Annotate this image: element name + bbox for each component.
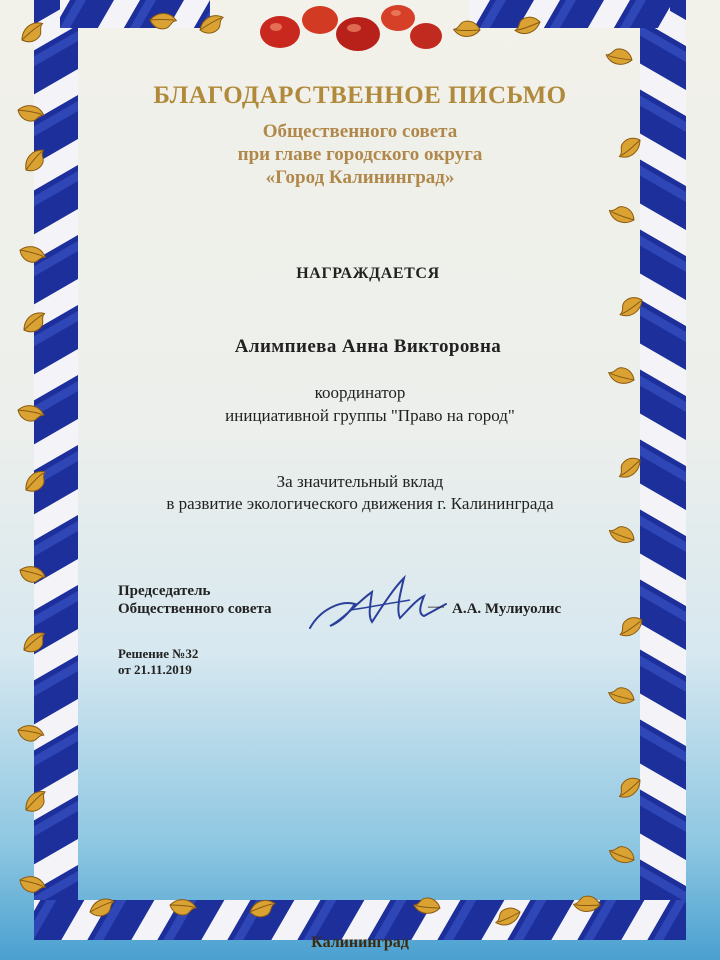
amber-cluster-image xyxy=(250,0,450,60)
signature-dash: — xyxy=(428,598,444,615)
document-title: БЛАГОДАРСТВЕННОЕ ПИСЬМО xyxy=(153,82,567,109)
recipient-role-line-2: инициативной группы "Право на город" xyxy=(225,406,515,425)
signatory-name: А.А. Мулиуолис xyxy=(452,601,562,617)
signatory-position-line-1: Председатель xyxy=(118,583,211,599)
awarded-label: НАГРАЖДАЕТСЯ xyxy=(296,265,440,282)
recipient-name: Алимпиева Анна Викторовна xyxy=(234,336,502,357)
decision-date: от 21.11.2019 xyxy=(118,662,192,677)
recipient-role-line-1: координатор xyxy=(314,383,406,402)
reason-line-1: За значительный вклад xyxy=(276,472,444,491)
issuer-line-3: «Город Калининград» xyxy=(265,167,455,188)
footer-city: Калининград xyxy=(311,934,409,951)
signatory-position-line-2: Общественного совета xyxy=(118,601,272,617)
decision-number: Решение №32 xyxy=(118,646,199,661)
reason-line-2: в развитие экологического движения г. Калининграда xyxy=(166,494,554,513)
issuer-line-2: при главе городского округа xyxy=(237,144,483,165)
issuer-line-1: Общественного совета xyxy=(262,121,458,142)
